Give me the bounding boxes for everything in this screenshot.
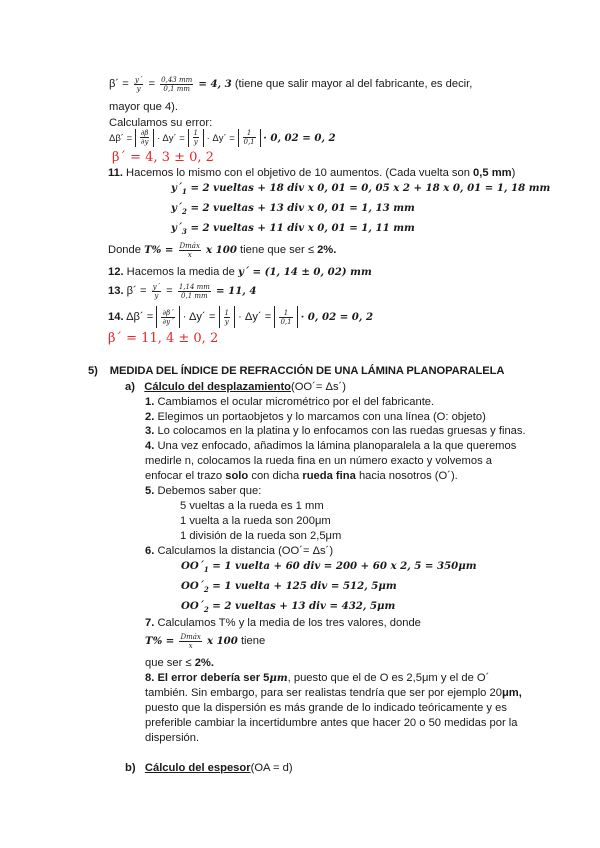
step-11: 11. Hacemos lo mismo con el objetivo de 10 aumentos. (Cada vuelta son 0,5 mm)	[108, 167, 516, 179]
fraction: $\frac{0,43 mm}{0,1 mm}$	[161, 75, 193, 93]
step-12: 12. Hacemos la media de y´ = (1, 14 ± 0, 02) mm	[108, 266, 372, 278]
item-5-line-2: 1 vuelta a la rueda son 200μm	[180, 515, 331, 527]
step-14: 14. Δβ´ = $\frac{\partial\beta´}{\partial y´}$ · Δy´ = $\frac{1}{y}$ · Δy´ = $\frac{1}{0,1}$ · 0, 02 = 0, 2	[108, 306, 373, 328]
result-beta-2: β´ = 11, 4 ± 0, 2	[108, 331, 219, 346]
step-13: 13. β´ = $\frac{y´}{y}$ = $\frac{1,14 mm}{0,1 mm}$ = 11, 4	[108, 282, 257, 300]
item-7: 7. Calculamos T% y la media de los tres valores, donde	[145, 617, 421, 629]
item-8b: también. Sin embargo, para ser realistas tendría que ser por ejemplo 20μm,	[145, 687, 522, 699]
abs-bars: $\frac{\partial\beta}{\partial y}$	[135, 129, 155, 147]
abs-bars: $\frac{1}{0,1}$	[238, 129, 261, 147]
item-4a: 4. Una vez enfocado, añadimos la lámina planoparalela a la que queremos	[145, 440, 517, 452]
beta-note: (tiene que salir mayor al del fabricante, es decir,	[234, 78, 473, 90]
result-beta-1: β´ = 4, 3 ± 0, 2	[112, 150, 214, 165]
beta-label: β´ =	[109, 78, 129, 90]
eq-y3: $y´_3 = 2$ vueltas + 11 div x 0, 01 = 1, 11 mm	[171, 222, 415, 236]
item-4b: medirle n, colocamos la rueda fina en un número exacto y volvemos a	[145, 455, 492, 467]
donde-line: Donde T% = $\frac{\text{Dmáx}}{x}$ x 100 tiene que ser ≤ 2%.	[108, 241, 337, 259]
item-5-line-3: 1 división de la rueda son 2,5μm	[180, 530, 342, 542]
item-6: 6. Calculamos la distancia (OO´= Δs´)	[145, 545, 334, 557]
beta-note-2: mayor que 4).	[109, 101, 179, 113]
item-4c: enfocar el trazo solo con dicha rueda fina hacia nosotros (O´).	[145, 470, 458, 482]
error-lhs: Δβ´ =	[109, 133, 133, 144]
subsection-a: a) Cálculo del desplazamiento(OO´= Δs´)	[125, 381, 347, 393]
delta-y: · Δy´ =	[157, 133, 185, 144]
section-5-heading: 5) MEDIDA DEL ÍNDICE DE REFRACCIÓN DE UNA LÁMINA PLANOPARALELA	[88, 365, 505, 377]
error-intro: Calculamos su error:	[109, 117, 213, 129]
item-5: 5. Debemos saber que:	[145, 485, 262, 497]
error-equation	[109, 129, 336, 148]
item-8c: puesto que la dispersión es más grande de lo indicado teóricamente y es	[145, 702, 507, 714]
eq-oo-3: $OO´_2 = 2$ vueltas + 13 div = 432, 5μm	[181, 600, 396, 614]
eq-y2: $y´_2 = 2$ vueltas + 13 div x 0, 01 = 1, 13 mm	[171, 202, 415, 216]
t-formula: T% = $\frac{\text{Dmáx}}{x}$ x 100 tiene	[145, 632, 266, 650]
eq-oo-1: $OO´_1 = 1$ vuelta + 60 div = 200 + 60 x 2, 5 = 350μm	[181, 560, 477, 574]
item-2: 2. Elegimos un portaobjetos y lo marcamos con una línea (O: objeto)	[145, 411, 486, 423]
delta-y: · Δy´ =	[206, 133, 235, 144]
t-condition: que ser ≤ 2%.	[145, 657, 214, 669]
eq-oo-2: $OO´_2 = 1$ vuelta + 125 div = 512, 5μm	[181, 580, 397, 594]
item-8a: 8. El error debería ser 5μm, puesto que el de O es 2,5μm y el de O´	[145, 672, 490, 684]
item-8d: preferible cambiar la incertidumbre antes que hacer 20 o 50 medidas por la	[145, 717, 518, 729]
beta-equation	[109, 74, 472, 94]
equals: =	[148, 78, 156, 90]
item-5-line-1: 5 vueltas a la rueda es 1 mm	[180, 500, 324, 512]
item-3: 3. Lo colocamos en la platina y lo enfocamos con las ruedas gruesas y finas.	[145, 425, 526, 437]
abs-bars: $\frac{1}{y}$	[188, 129, 204, 147]
eq-y1: $y´_1 = 2$ vueltas + 18 div x 0, 01 = 0, 05 x 2 + 18 x 0, 01 = 1, 18 mm	[171, 182, 551, 196]
item-8e: dispersión.	[145, 732, 200, 744]
error-result: · 0, 02 = 0, 2	[263, 132, 336, 144]
subsection-b: b) Cálculo del espesor(OA = d)	[125, 762, 293, 774]
beta-result: = 4, 3	[198, 78, 232, 90]
fraction: $\frac{y´}{y}$	[134, 75, 143, 93]
item-1: 1. Cambiamos el ocular micrométrico por el del fabricante.	[145, 396, 435, 408]
